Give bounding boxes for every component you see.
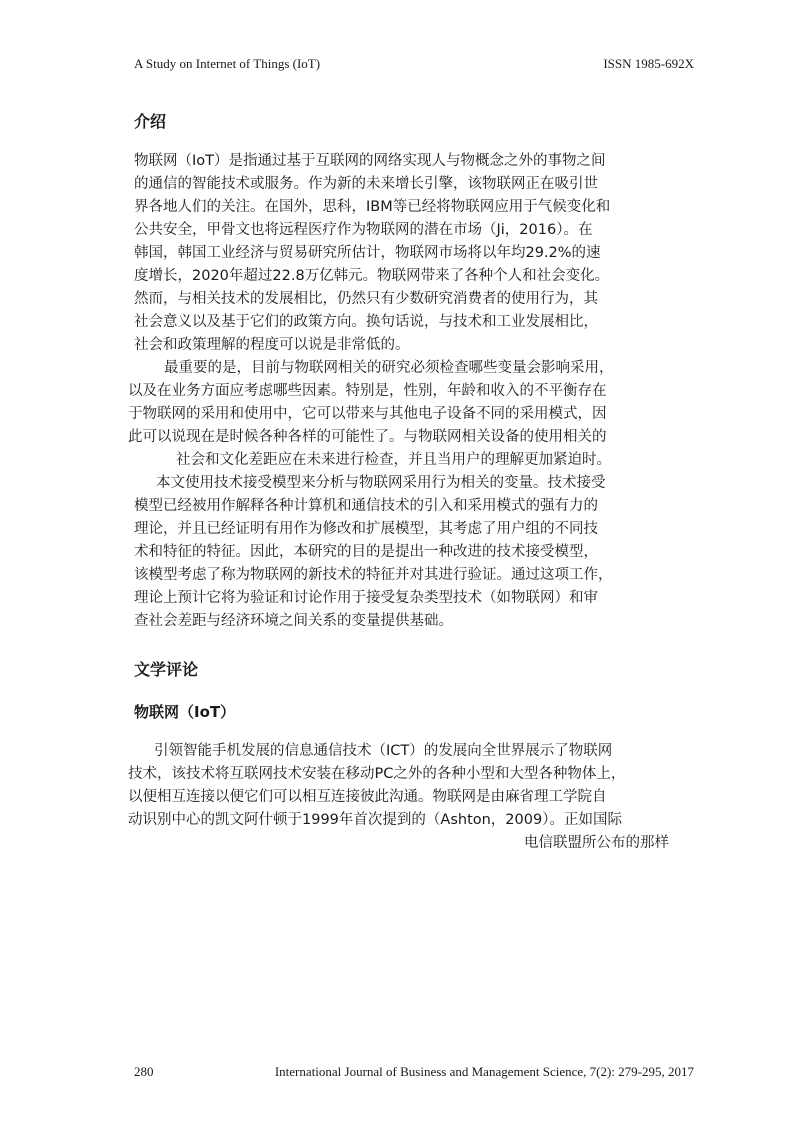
text-line: 理论，并且已经证明有用作为修改和扩展模型，其考虑了用户组的不同技 bbox=[134, 521, 598, 537]
text-line: 的通信的智能技术或服务。作为新的未来增长引擎，该物联网正在吸引世 bbox=[134, 176, 598, 192]
text-line: 引领智能手机发展的信息通信技术（ICT）的发展向全世界展示了物联网 bbox=[154, 743, 613, 759]
section-heading-literature-review: 文学评论 bbox=[134, 660, 199, 679]
text-line: 技术，该技术将互联网技术安装在移动PC之外的各种小型和大型各种物体上， bbox=[128, 766, 626, 782]
text-line: 模型已经被用作解释各种计算机和通信技术的引入和采用模式的强有力的 bbox=[134, 498, 598, 514]
text-line: 术和特征的特征。因此，本研究的目的是提出一种改进的技术接受模型， bbox=[134, 544, 598, 560]
text-line: 最重要的是，目前与物联网相关的研究必须检查哪些变量会影响采用， bbox=[164, 360, 614, 376]
text-line: 公共安全，甲骨文也将远程医疗作为物联网的潜在市场（Ji，2016）。在 bbox=[134, 222, 593, 238]
text-line: 度增长，2020年超过22.8万亿韩元。物联网带来了各种个人和社会变化。 bbox=[134, 268, 610, 284]
page-number: 280 bbox=[134, 1064, 154, 1079]
text-line: 该模型考虑了称为物联网的新技术的特征并对其进行验证。通过这项工作， bbox=[134, 567, 613, 583]
text-line: 理论上预计它将为验证和讨论作用于接受复杂类型技术（如物联网）和审 bbox=[134, 590, 598, 606]
journal-citation: International Journal of Business and Management Science, 7(2): 279-295, 2017 bbox=[274, 1064, 694, 1079]
subsection-heading-iot: 物联网（IoT） bbox=[134, 703, 236, 721]
text-line: 界各地人们的关注。在国外，思科，IBM等已经将物联网应用于气候变化和 bbox=[134, 199, 611, 215]
text-line: 韩国，韩国工业经济与贸易研究所估计，物联网市场将以年均29.2%的速 bbox=[134, 245, 601, 261]
text-line: 以及在业务方面应考虑哪些因素。特别是，性别，年龄和收入的不平衡存在 bbox=[128, 383, 607, 399]
issn: ISSN 1985-692X bbox=[603, 56, 694, 71]
text-line: 电信联盟所公布的那样 bbox=[524, 835, 669, 851]
intro-paragraph-1 bbox=[134, 150, 610, 357]
text-line: 以便相互连接以便它们可以相互连接彼此沟通。物联网是由麻省理工学院自 bbox=[128, 789, 607, 805]
text-line: 查社会差距与经济环境之间关系的变量提供基础。 bbox=[134, 613, 453, 629]
intro-paragraph-3 bbox=[134, 472, 613, 633]
text-line: 社会和文化差距应在未来进行检查，并且当用户的理解更加紧迫时。 bbox=[176, 452, 611, 468]
text-line: 此可以说现在是时候各种各样的可能性了。与物联网相关设备的使用相关的 bbox=[128, 429, 607, 445]
text-line: 物联网（IoT）是指通过基于互联网的网络实现人与物概念之外的事物之间 bbox=[134, 153, 606, 169]
text-line: 然而，与相关技术的发展相比，仍然只有少数研究消费者的使用行为，其 bbox=[134, 291, 598, 307]
iot-paragraph bbox=[128, 740, 669, 855]
text-line: 于物联网的采用和使用中，它可以带来与其他电子设备不同的采用模式，因 bbox=[128, 406, 607, 422]
text-line: 本文使用技术接受模型来分析与物联网采用行为相关的变量。技术接受 bbox=[156, 475, 606, 491]
text-line: 社会和政策理解的程度可以说是非常低的。 bbox=[134, 337, 410, 353]
section-heading-intro: 介绍 bbox=[134, 112, 167, 131]
journal-short-title: A Study on Internet of Things (IoT) bbox=[134, 56, 321, 71]
text-line: 社会意义以及基于它们的政策方向。换句话说，与技术和工业发展相比， bbox=[134, 314, 598, 330]
intro-paragraph-2 bbox=[128, 357, 614, 472]
text-line: 动识别中心的凯文阿什顿于1999年首次提到的（Ashton，2009）。正如国际 bbox=[128, 812, 622, 828]
